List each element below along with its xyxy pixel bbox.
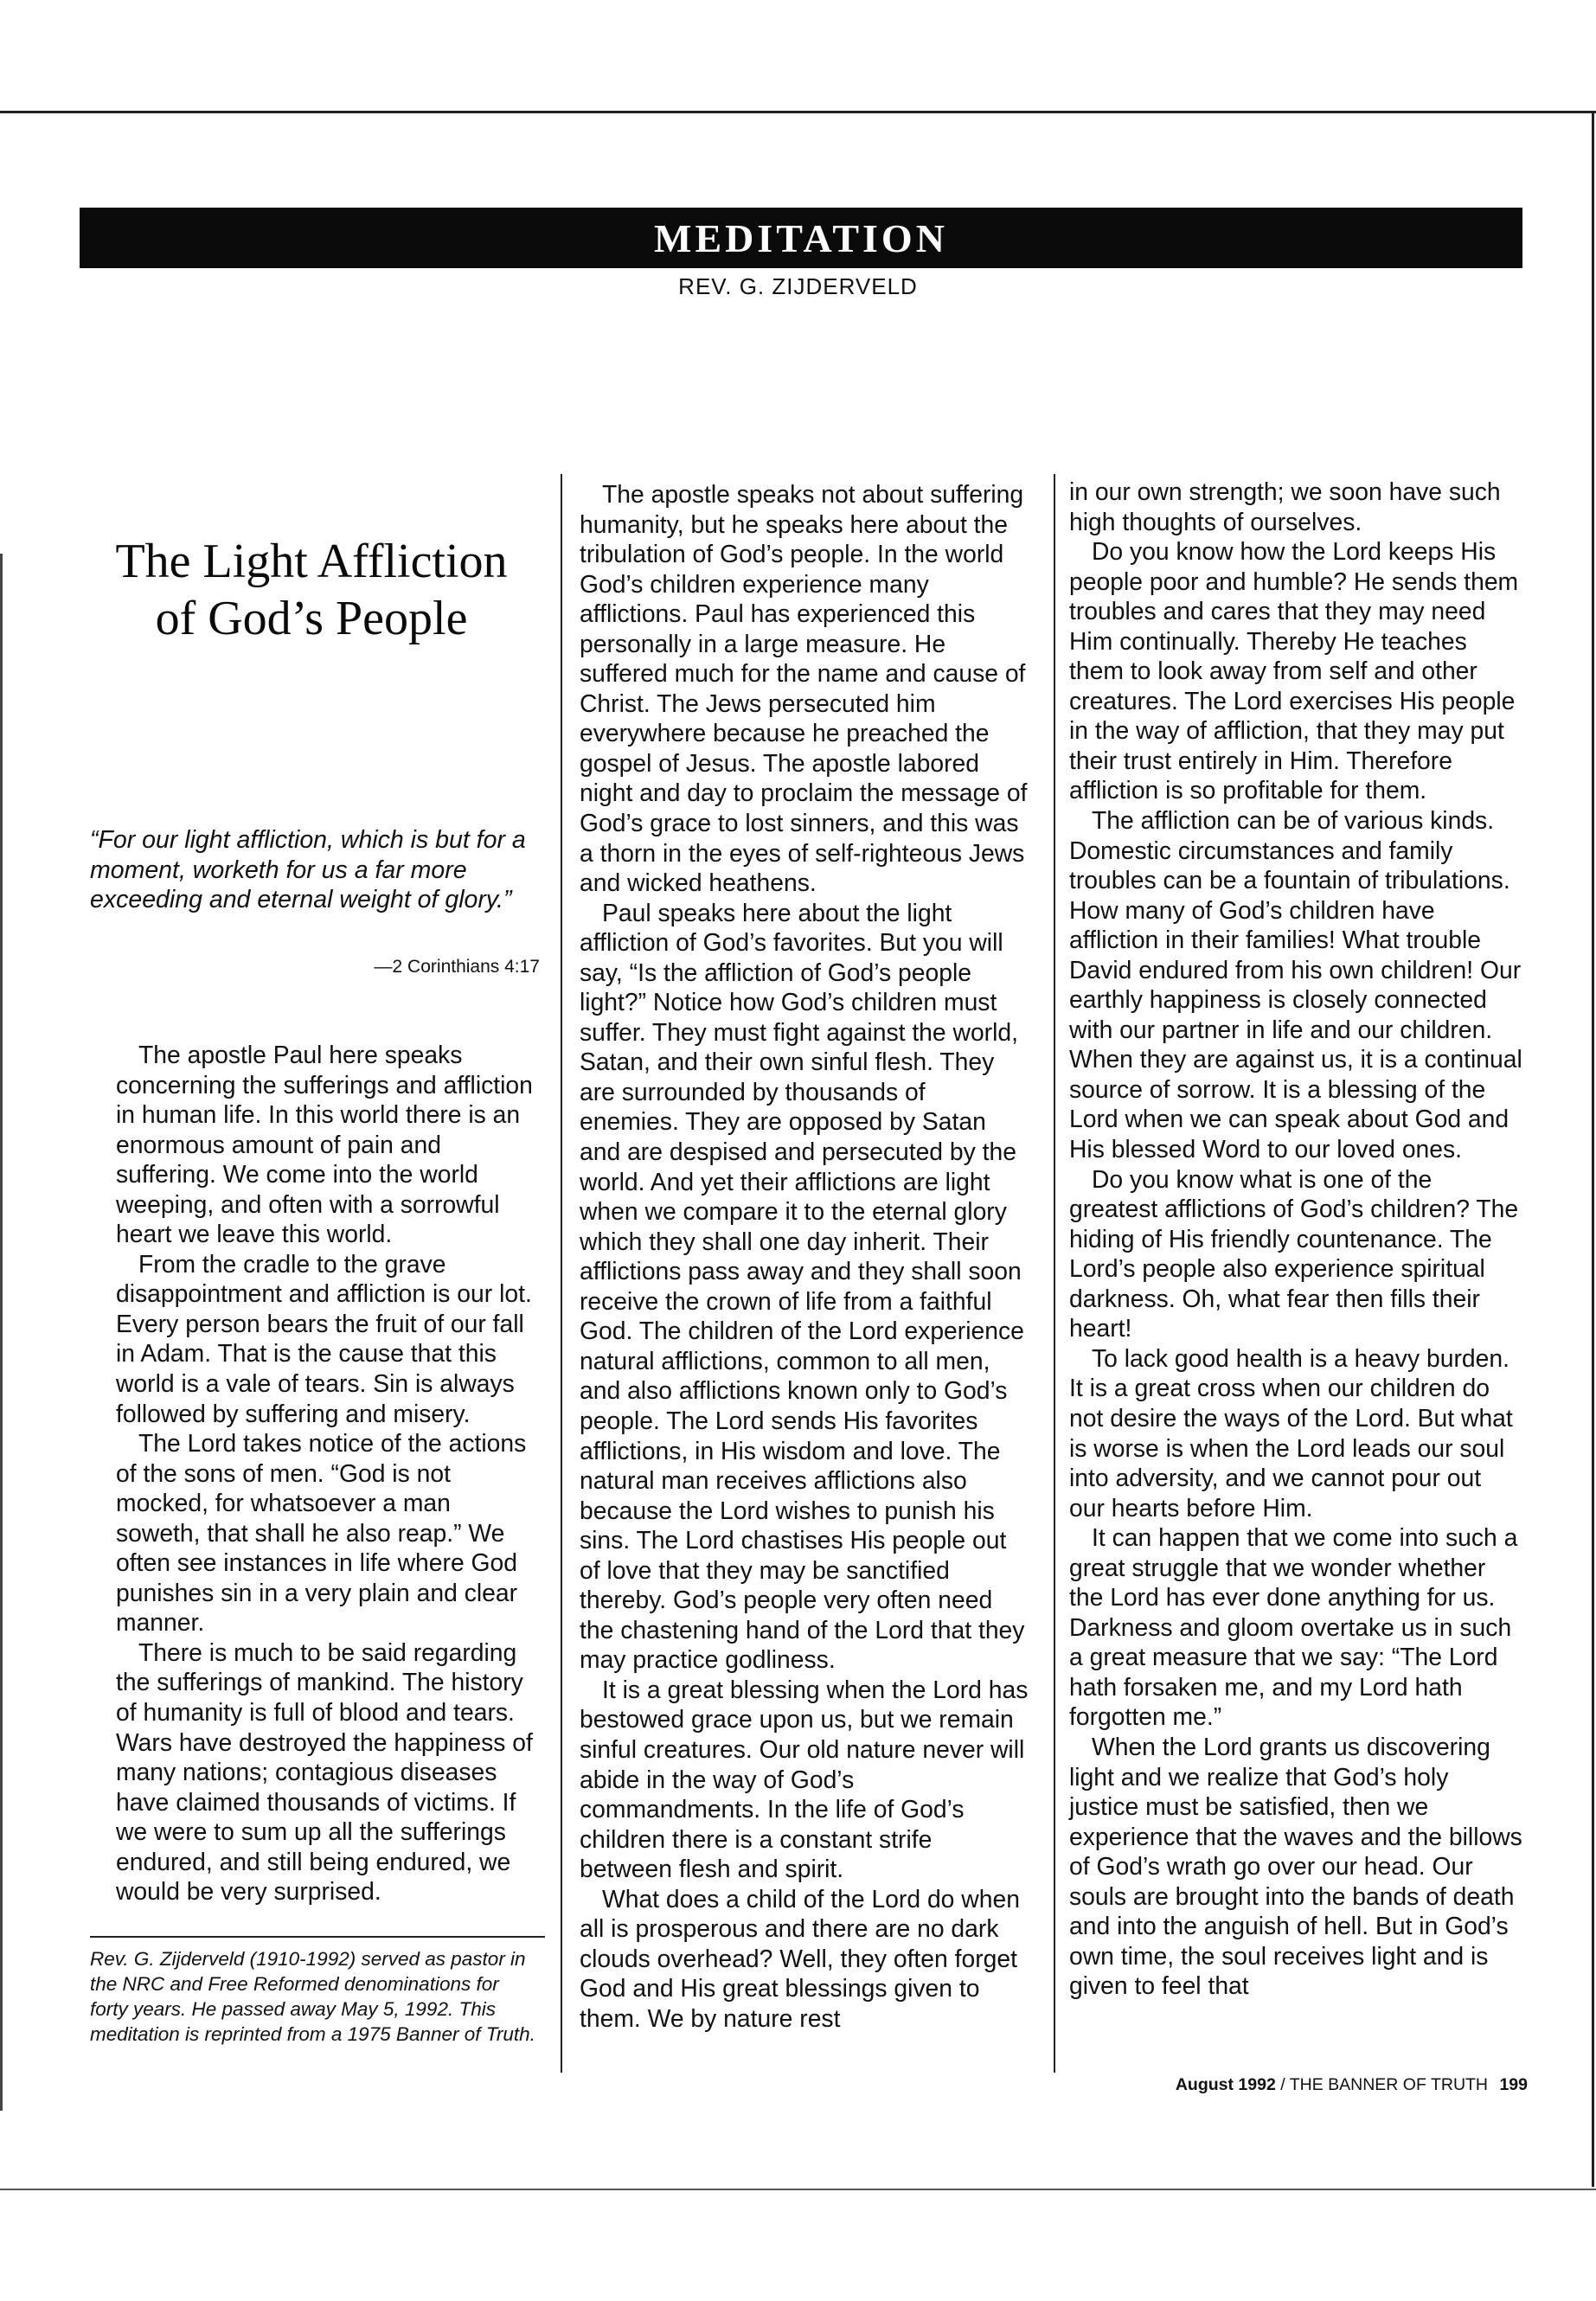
column-divider-2 — [1054, 474, 1055, 2073]
author-note: Rev. G. Zijderveld (1910-1992) served as pastor in the NRC and Free Reformed denominations for forty years. He passed away May 5, 1992. This meditation is reprinted from a 1975 Banner of Truth. — [90, 1948, 535, 2045]
title-line-2: of God’s People — [155, 592, 468, 645]
paragraph: From the cradle to the grave disappointment and affliction is our lot. Every person bears the fruit of our fall in Adam. That is the cause that this world is a vale of tears. Sin is always followed by suffering and misery. — [116, 1249, 532, 1427]
page-footer — [917, 2075, 1528, 2095]
paragraph: There is much to be said regarding the sufferings of mankind. The history of humanity is full of blood and tears. Wars have destroyed the happiness of many nations; contagious diseases have claimed thousands of victims. If we were to sum up all the sufferings endured, and still being endured, we would be very surprised. — [116, 1638, 533, 1906]
scan-edge-bottom — [0, 2189, 1596, 2190]
column-3 — [1069, 477, 1522, 2001]
paragraph: The Lord takes notice of the actions of the sons of men. “God is not mocked, for whatsoever a man soweth, that shall he also reap.” We often see instances in life where God punishes sin in a very plain and clear manner. — [116, 1429, 527, 1637]
paragraph: It is a great blessing when the Lord has bestowed grace upon us, but we remain sinful creatures. Our old nature never will abide in the way of God’s commandments. In the life of God’s children there is a constant strife between flesh and spirit. — [580, 1675, 1029, 1883]
paragraph: What does a child of the Lord do when all is prosperous and there are no dark clouds overhead? Well, they often forget God and His great blessings given to them. We by nature rest — [580, 1884, 1020, 2032]
column-divider-1 — [561, 474, 562, 2073]
section-title: MEDITATION — [654, 215, 948, 260]
note-divider — [90, 1936, 545, 1938]
epigraph-reference: —2 Corinthians 4:17 — [374, 957, 540, 977]
paragraph: Paul speaks here about the light affliction of God’s favorites. But you will say, “Is the affliction of God’s people light?” Notice how God’s children must suffer. They must fight against the world, Satan, and their own sinful flesh. They are surrounded by thousands of enemies. They are opposed by Satan and are despised and persecuted by the world. And yet their afflictions are light when we compare it to the eternal glory which they shall one day inherit. Their afflictions pass away and they shall soon receive the crown of life from a faithful God. The children of the Lord experience natural afflictions, common to all men, and also afflictions known only to God’s people. The Lord sends His favorites afflictions, in His wisdom and love. The natural man receives afflictions also because the Lord wishes to punish his sins. The Lord chastises His people out of love that they may be sanctified thereby. God’s people very often need the chastening hand of the Lord that they may practice godliness. — [580, 898, 1025, 1674]
paragraph: When the Lord grants us discovering light and we realize that God’s holy justice must be satisfied, then we experience that the waves and the billows of God’s wrath go over our head. Our souls are brought into the bands of death and into the anguish of hell. But in God’s own time, the soul receives light and is given to feel that — [1069, 1732, 1522, 2000]
scan-edge-top — [0, 111, 1596, 113]
scan-edge-left — [0, 554, 3, 2111]
column-2 — [580, 479, 1031, 2033]
author-byline: REV. G. ZIJDERVELD — [678, 273, 918, 299]
paragraph: in our own strength; we soon have such high thoughts of ourselves. — [1069, 478, 1501, 535]
paragraph: The affliction can be of various kinds. Domestic circumstances and family troubles can be a fountain of tribulations. How many of God’s children have affliction in their families! What trouble David endured from his own children! Our earthly happiness is closely connected with our partner in life and our children. When they are against us, it is a continual source of sorrow. It is a blessing of the Lord when we can speak about God and His blessed Word to our loved ones. — [1069, 806, 1522, 1163]
page-number: 199 — [1499, 2075, 1528, 2094]
footer-date: August 1992 — [1175, 2075, 1276, 2094]
paragraph: Do you know what is one of the greatest afflictions of God’s children? The hiding of His friendly countenance. The Lord’s people also experience spiritual darkness. Oh, what fear then fills their heart! — [1069, 1164, 1519, 1343]
paragraph: To lack good health is a heavy burden. It is a great cross when our children do not desire the ways of the Lord. But what is worse is when the Lord leads our soul into adversity, and we cannot pour out our hearts before Him. — [1069, 1343, 1513, 1522]
paragraph: The apostle Paul here speaks concerning the sufferings and affliction in human life. In this world there is an enormous amount of pain and suffering. We come into the world weeping, and often with a sorrowful heart we leave this world. — [116, 1041, 533, 1248]
paragraph: The apostle speaks not about suffering humanity, but he speaks here about the tribulation of God’s people. In the world God’s children experience many afflictions. Paul has experienced this personally in a large measure. He suffered much for the name and cause of Christ. The Jews persecuted him everywhere because he preached the gospel of Jesus. The apostle labored night and day to proclaim the message of God’s grace to lost sinners, and this was a thorn in the eyes of self-righteous Jews and wicked heathens. — [580, 480, 1028, 897]
column-1 — [116, 1040, 540, 1907]
paragraph: Do you know how the Lord keeps His people poor and humble? He sends them troubles and cares that they may need Him continually. Thereby He teaches them to look away from self and other creatures. The Lord exercises His people in the way of affliction, that they may put their trust entirely in Him. Therefore affliction is so profitable for them. — [1069, 537, 1519, 804]
title-line-1: The Light Affliction — [115, 535, 508, 588]
scan-edge-right — [1592, 111, 1594, 2187]
article-title — [87, 533, 536, 647]
epigraph-quote: “For our light affliction, which is but for a moment, worketh for us a far more exceeding and eternal weight of glory.” — [90, 826, 526, 913]
footer-publication: / THE BANNER OF TRUTH — [1280, 2075, 1489, 2094]
section-banner — [80, 208, 1522, 268]
paragraph: It can happen that we come into such a great struggle that we wonder whether the Lord has ever done anything for us. Darkness and gloom overtake us in such a great measure that we say: “The Lord hath forsaken me, and my Lord hath forgotten me.” — [1069, 1523, 1518, 1731]
